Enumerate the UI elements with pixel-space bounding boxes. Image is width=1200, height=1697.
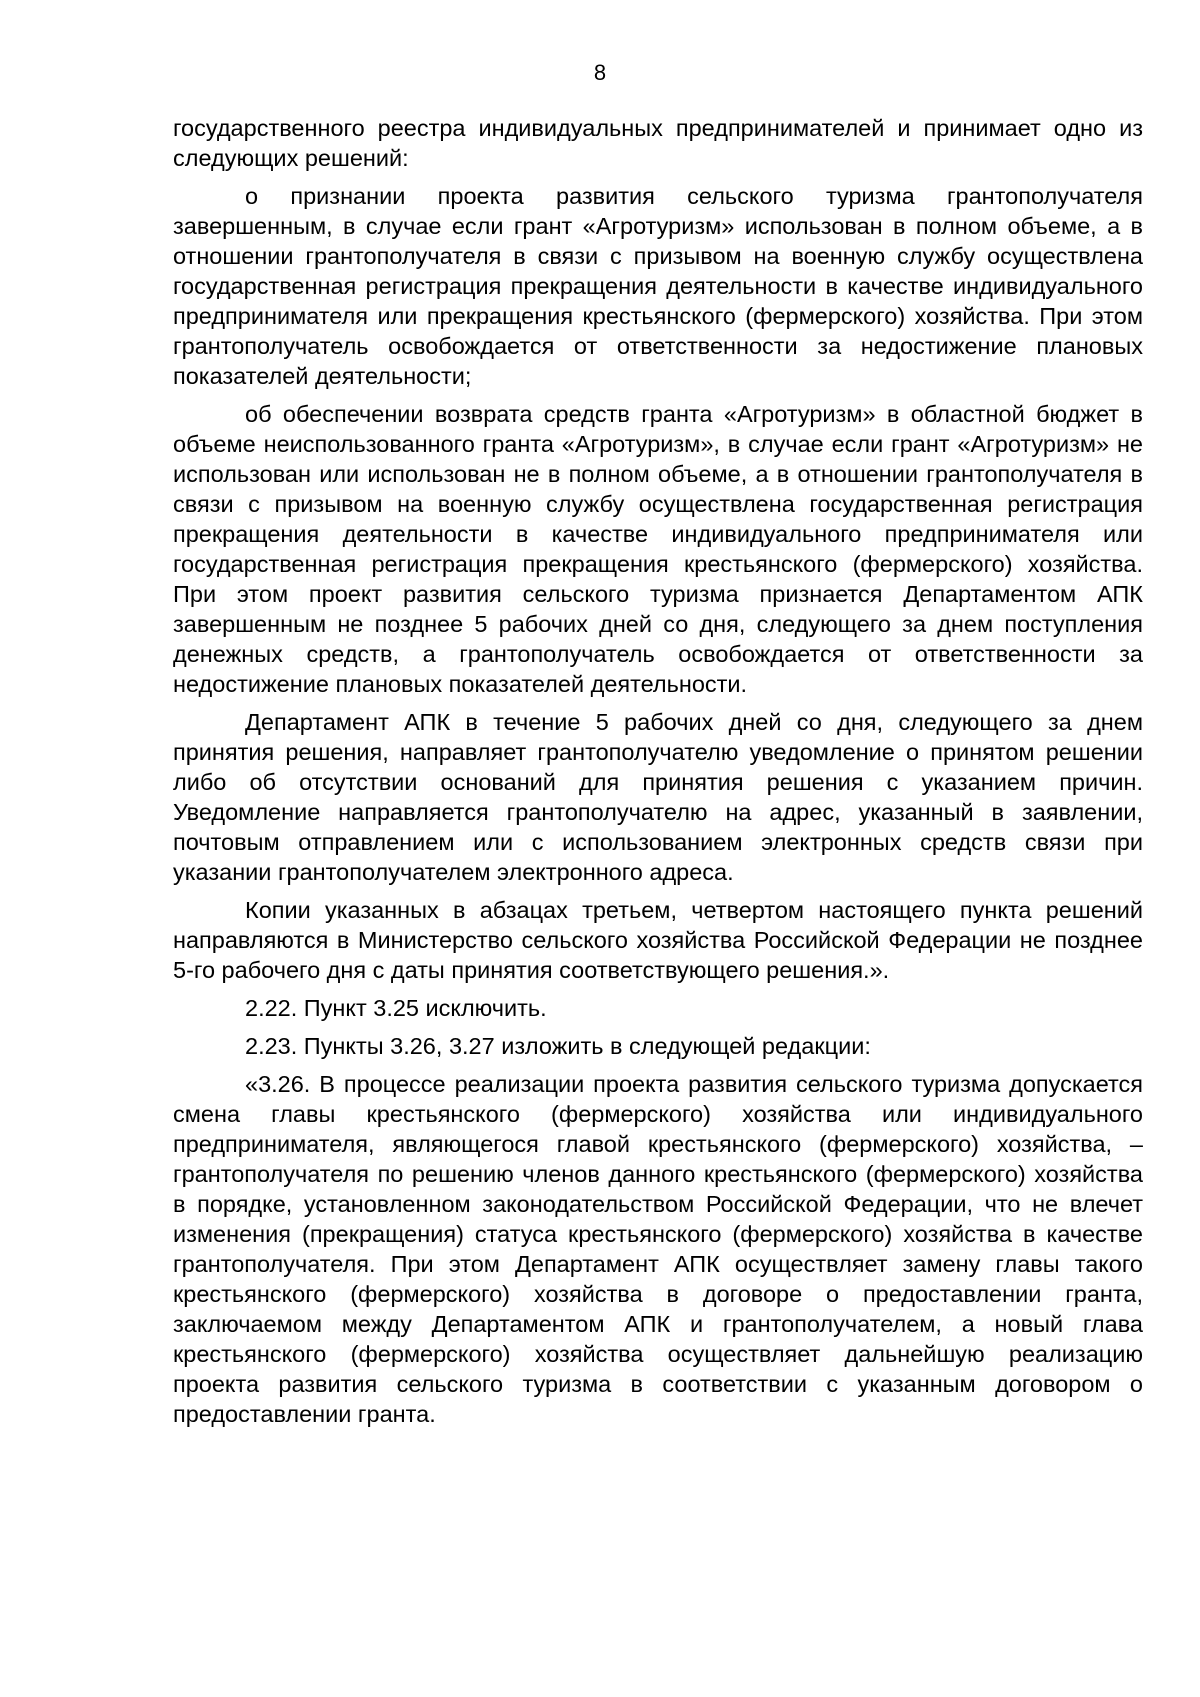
page-number: 8 bbox=[593, 60, 607, 85]
paragraph-notification: Департамент АПК в течение 5 рабочих дней со дня, следующего за днем принятия решения, направляет грантополучателю уведомление о принятом решении либо об отсутствии оснований для принятия решения с указанием причин. Уведомление направляется грантополучателю на адрес, указанный в заявлении, почтовым отправлением или с использованием электронных средств связи при указании грантополучателем электронного адреса. bbox=[173, 709, 1143, 885]
paragraph-item-2-22: 2.22. Пункт 3.25 исключить. bbox=[245, 995, 547, 1021]
paragraph-item-3-26: «3.26. В процессе реализации проекта развития сельского туризма допускается смена главы крестьянского (фермерского) хозяйства или индивидуального предпринимателя, являющегося главой крестьянского (фермерского) хозяйства, – грантополучателя по решению членов данного крестьянского (фермерского) хозяйства в порядке, установленном законодательством Российской Федерации, что не влечет изменения (прекращения) статуса крестьянского (фермерского) хозяйства в качестве грантополучателя. При этом Департамент АПК осуществляет замену главы такого крестьянского (фермерского) хозяйства в договоре о предоставлении гранта, заключаемом между Департаментом АПК и грантополучателем, а новый глава крестьянского (фермерского) хозяйства осуществляет дальнейшую реализацию проекта развития сельского туризма в соответствии с указанным договором о предоставлении гранта. bbox=[173, 1071, 1143, 1427]
paragraph-continuation: государственного реестра индивидуальных предпринимателей и принимает одно из следующих решений: bbox=[173, 115, 1143, 171]
paragraph-copies: Копии указанных в абзацах третьем, четвертом настоящего пункта решений направляются в Министерство сельского хозяйства Российской Федерации не позднее 5-го рабочего дня с даты принятия соответствующего решения.». bbox=[173, 897, 1143, 983]
paragraph-item-2-23: 2.23. Пункты 3.26, 3.27 изложить в следующей редакции: bbox=[245, 1033, 871, 1059]
paragraph-decision-completed: о признании проекта развития сельского туризма грантополучателя завершенным, в случае если грант «Агротуризм» использован в полном объеме, а в отношении грантополучателя в связи с призывом на военную службу осуществлена государственная регистрация прекращения деятельности в качестве индивидуального предпринимателя или прекращения крестьянского (фермерского) хозяйства. При этом грантополучатель освобождается от ответственности за недостижение плановых показателей деятельности; bbox=[173, 183, 1143, 389]
paragraph-decision-refund: об обеспечении возврата средств гранта «Агротуризм» в областной бюджет в объеме неиспользованного гранта «Агротуризм», в случае если грант «Агротуризм» не использован или использован не в полном объеме, а в отношении грантополучателя в связи с призывом на военную службу осуществлена государственная регистрация прекращения деятельности в качестве индивидуального предпринимателя или государственная регистрация прекращения крестьянского (фермерского) хозяйства. При этом проект развития сельского туризма признается Департаментом АПК завершенным не позднее 5 рабочих дней со дня, следующего за днем поступления денежных средств, а грантополучатель освобождается от ответственности за недостижение плановых показателей деятельности. bbox=[173, 401, 1143, 697]
document-body bbox=[173, 113, 1143, 1437]
